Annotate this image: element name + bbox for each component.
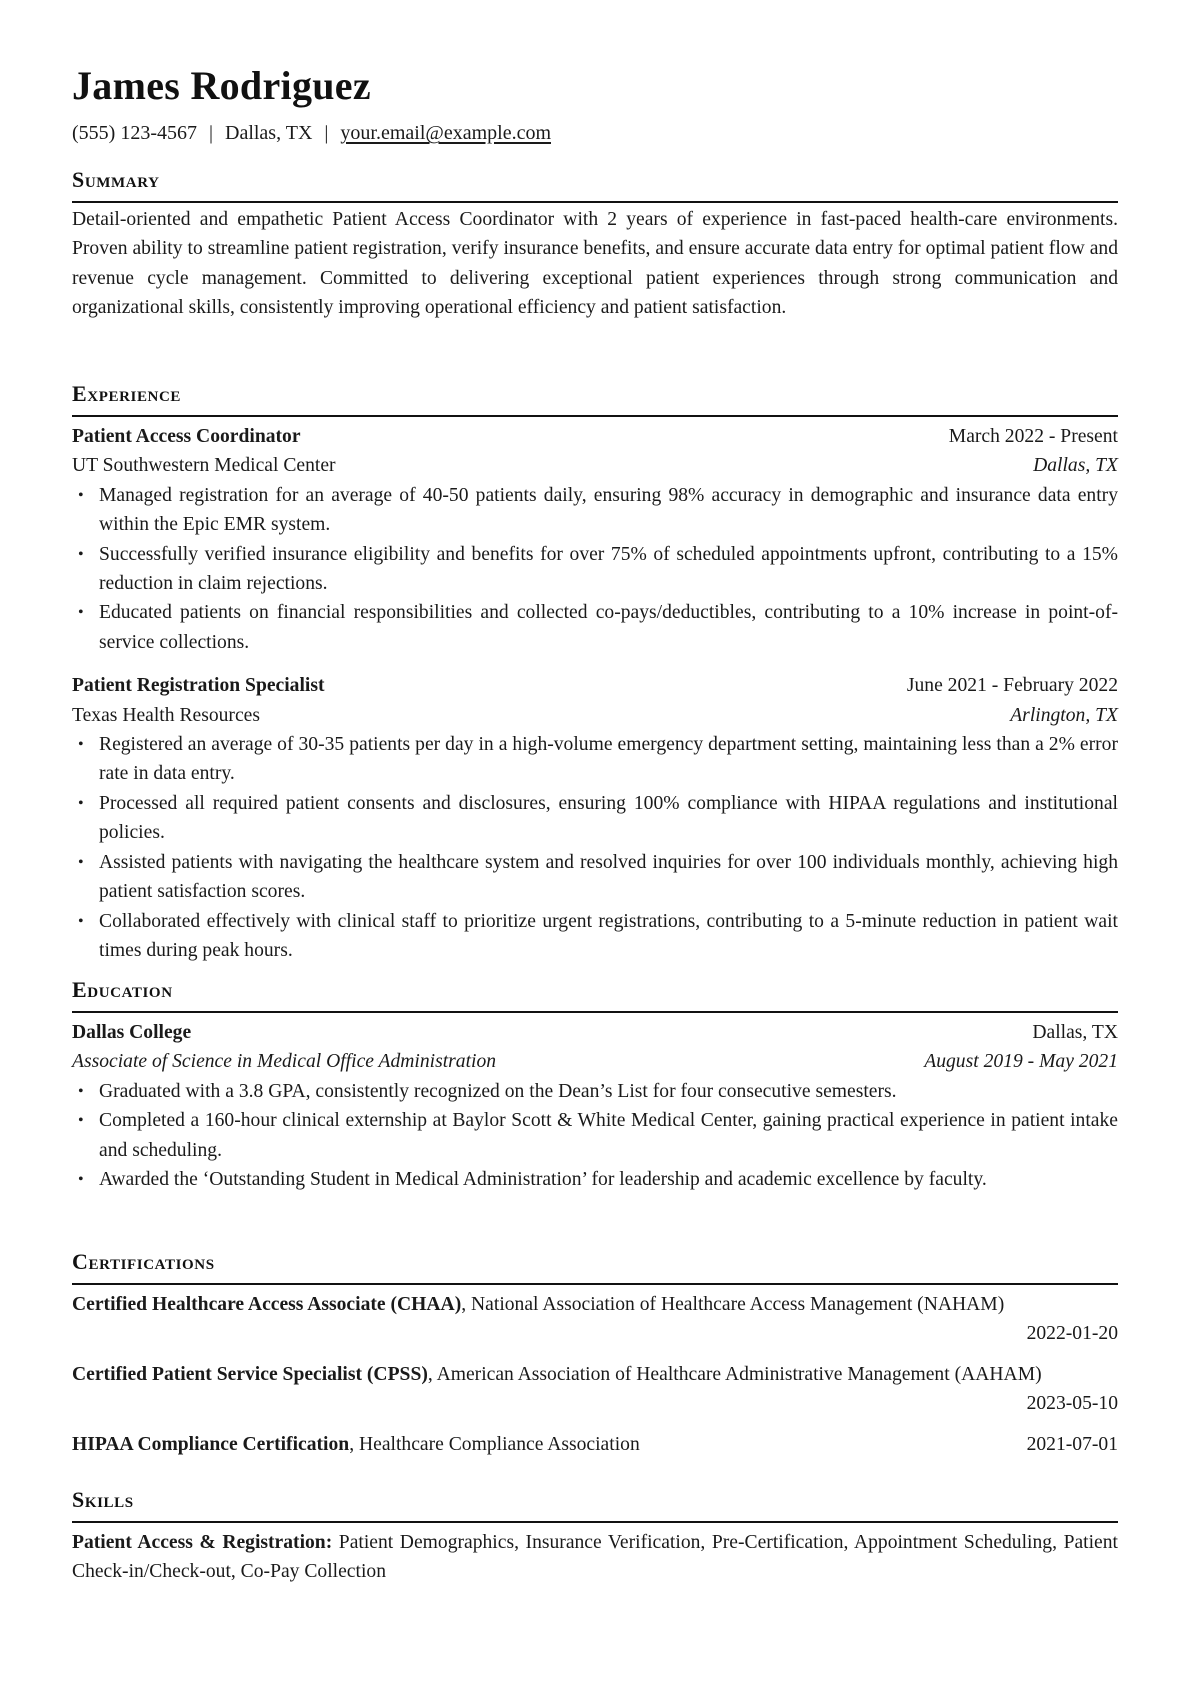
bullet-item: • Processed all required patient consents and disclosures, ensuring 100% compliance with HIPAA regulations and institutional policies.: [72, 789, 1118, 848]
contact-line: [72, 119, 551, 147]
job-entry: [72, 422, 1118, 657]
separator: |: [208, 122, 213, 144]
candidate-name: James Rodriguez: [72, 63, 371, 108]
certification-item: [72, 1430, 1118, 1459]
certification-item: [72, 1360, 1118, 1419]
school-location: Dallas, TX: [1032, 1022, 1118, 1043]
section-divider: [72, 415, 1118, 417]
education-entry: [72, 1018, 1118, 1194]
job-bullets: [72, 730, 1118, 965]
certification-name: Certified Patient Service Specialist (CPSS): [72, 1363, 428, 1385]
education-section: [72, 976, 1118, 1194]
separator: |: [324, 122, 329, 144]
bullet-item: • Managed registration for an average of 40-50 patients daily, ensuring 98% accuracy in demographic and insurance data entry within the Epic EMR system.: [72, 481, 1118, 540]
job-dates: March 2022 - Present: [948, 426, 1118, 447]
certification-date: 2021-07-01: [1026, 1433, 1118, 1455]
bullet-item: • Assisted patients with navigating the healthcare system and resolved inquiries for over 100 individuals monthly, achieving high patient satisfaction scores.: [72, 848, 1118, 907]
section-divider: [72, 201, 1118, 203]
job-location: Dallas, TX: [1033, 455, 1118, 477]
bullet-item: • Graduated with a 3.8 GPA, consistently recognized on the Dean’s List for four consecutive semesters.: [72, 1077, 1118, 1106]
degree: Associate of Science in Medical Office Administration: [72, 1051, 497, 1073]
job-title: Patient Registration Specialist: [72, 675, 325, 697]
certification-name: HIPAA Compliance Certification: [72, 1433, 350, 1455]
summary-text: Detail-oriented and empathetic Patient Access Coordinator with 2 years of experience in fast-paced health-care environments. Proven ability to streamline patient registration, verify insurance benefits, and ensure accurate data entry for optimal patient flow and revenue cycle management. Committed to delivering exceptional patient experiences through strong communication and organizational skills, consistently improving operational efficiency and patient satisfaction.: [72, 209, 1118, 319]
bullet-item: • Successfully verified insurance eligibility and benefits for over 75% of scheduled appointments upfront, contributing to a 15% reduction in claim rejections.: [72, 540, 1118, 599]
bullet-item: • Educated patients on financial responsibilities and collected co-pays/deductibles, contributing to a 10% increase in point-of-service collections.: [72, 598, 1118, 657]
email-link[interactable]: your.email@example.com: [340, 122, 551, 144]
education-bullets: [72, 1077, 1118, 1195]
job-dates: June 2021 - February 2022: [906, 675, 1118, 697]
section-heading-experience: Experience: [72, 381, 182, 406]
section-divider: [72, 1011, 1118, 1013]
phone-number: (555) 123-4567: [72, 122, 197, 144]
section-divider: [72, 1521, 1118, 1523]
certification-date: 2022-01-20: [1026, 1323, 1118, 1345]
certification-date: 2023-05-10: [1026, 1393, 1118, 1415]
section-divider: [72, 1283, 1118, 1285]
skills-category-label: Patient Access & Registration:: [72, 1532, 333, 1553]
certification-issuer: , Healthcare Compliance Association: [349, 1433, 640, 1455]
certification-name: Certified Healthcare Access Associate (CHAA): [72, 1294, 462, 1315]
summary-section: [72, 166, 1118, 323]
company-name: Texas Health Resources: [72, 704, 260, 726]
location: Dallas, TX: [225, 122, 313, 144]
job-bullets: [72, 481, 1118, 657]
education-dates: August 2019 - May 2021: [924, 1051, 1118, 1073]
job-entry: [72, 671, 1118, 965]
experience-section: [72, 380, 1118, 965]
certification-item: [72, 1290, 1118, 1349]
section-heading-certifications: Certifications: [72, 1249, 215, 1274]
certification-issuer: , National Association of Healthcare Access Management (NAHAM): [461, 1294, 1005, 1315]
bullet-item: • Registered an average of 30-35 patients per day in a high-volume emergency department setting, maintaining less than a 2% error rate in data entry.: [72, 730, 1118, 789]
school-name: Dallas College: [72, 1022, 192, 1043]
bullet-item: • Awarded the ‘Outstanding Student in Medical Administration’ for leadership and academic excellence by faculty.: [72, 1165, 1118, 1194]
bullet-item: • Collaborated effectively with clinical staff to prioritize urgent registrations, contributing to a 5-minute reduction in patient wait times during peak hours.: [72, 907, 1118, 966]
skills-category-items: Patient Demographics, Insurance Verification, Pre-Certification, Appointment Scheduling, Patient Check-in/Check-out, Co-Pay Collection: [72, 1532, 1118, 1583]
section-heading-education: Education: [72, 977, 173, 1002]
certifications-section: [72, 1248, 1118, 1459]
job-title: Patient Access Coordinator: [72, 426, 301, 447]
certification-issuer: , American Association of Healthcare Administrative Management (AAHAM): [427, 1363, 1042, 1385]
skills-category: [72, 1528, 1118, 1587]
skills-section: [72, 1486, 1118, 1587]
section-heading-skills: Skills: [72, 1487, 134, 1512]
section-heading-summary: Summary: [72, 167, 160, 192]
company-name: UT Southwestern Medical Center: [72, 455, 336, 477]
job-location: Arlington, TX: [1010, 704, 1118, 726]
bullet-item: • Completed a 160-hour clinical externship at Baylor Scott & White Medical Center, gaining practical experience in patient intake and scheduling.: [72, 1106, 1118, 1165]
